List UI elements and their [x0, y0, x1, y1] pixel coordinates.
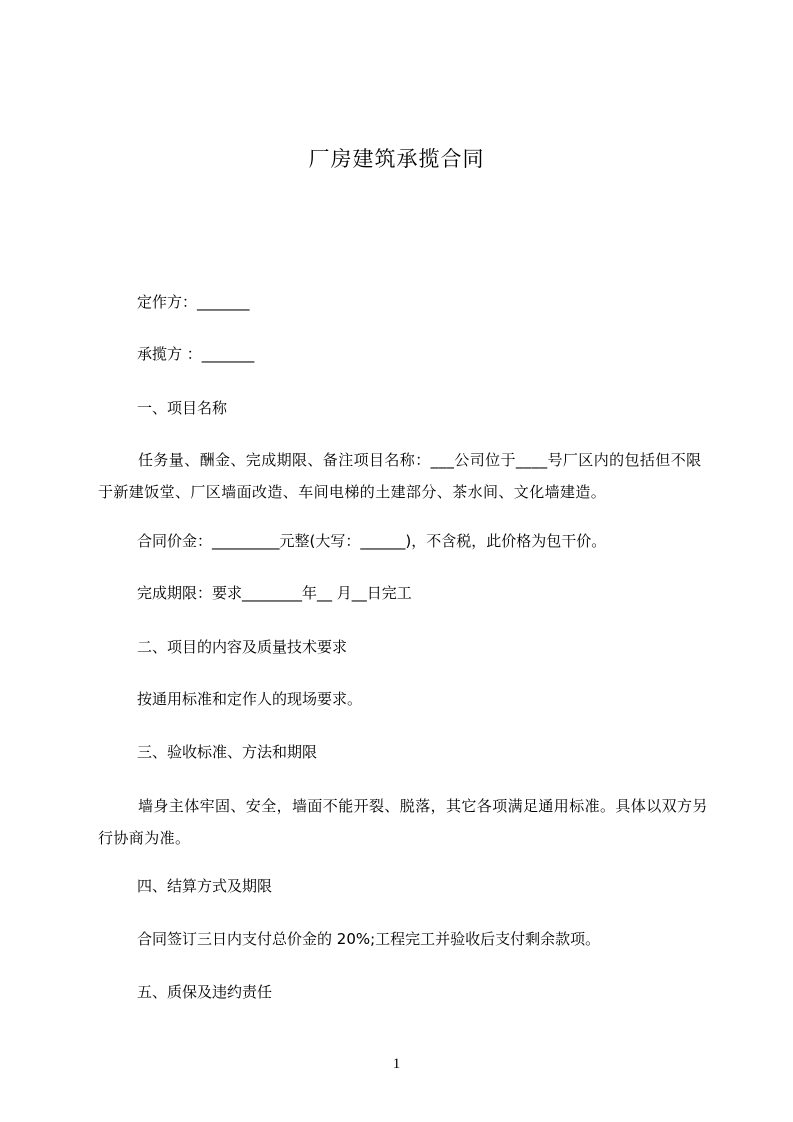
- document-title: 厂房建筑承揽合同: [308, 147, 485, 171]
- price-line: 合同价金：_________元整(大写：______)，不含税，此价格为包干价。: [137, 532, 607, 550]
- section4-text: 合同签订三日内支付总价金的 20%;工程完工并验收后支付剩余款项。: [137, 930, 601, 948]
- contractor-line: 承揽方 ：_______: [137, 345, 255, 363]
- deadline-line: 完成期限：要求________年__ 月__日完工: [137, 584, 412, 602]
- section3-heading: 三、验收标准、方法和期限: [137, 743, 318, 761]
- section2-text: 按通用标准和定作人的现场要求。: [137, 690, 363, 708]
- section5-heading: 五、质保及违约责任: [137, 983, 273, 1001]
- section4-heading: 四、结算方式及期限: [137, 877, 273, 895]
- section2-heading: 二、项目的内容及质量技术要求: [137, 638, 348, 656]
- section1-heading: 一、项目名称: [137, 399, 228, 417]
- project-paragraph: 任务量、酬金、完成期限、备注项目名称：___公司位于____号厂区内的包括但不限于新建饭堂、厂区墙面改造、车间电梯的土建部分、茶水间、文化墙建造。: [98, 451, 702, 501]
- page-number: 1: [392, 1056, 401, 1072]
- client-line: 定作方：_______: [137, 293, 250, 311]
- section3-paragraph: 墙身主体牢固、安全，墙面不能开裂、脱落，其它各项满足通用标准。具体以双方另行协商为准。: [98, 797, 708, 847]
